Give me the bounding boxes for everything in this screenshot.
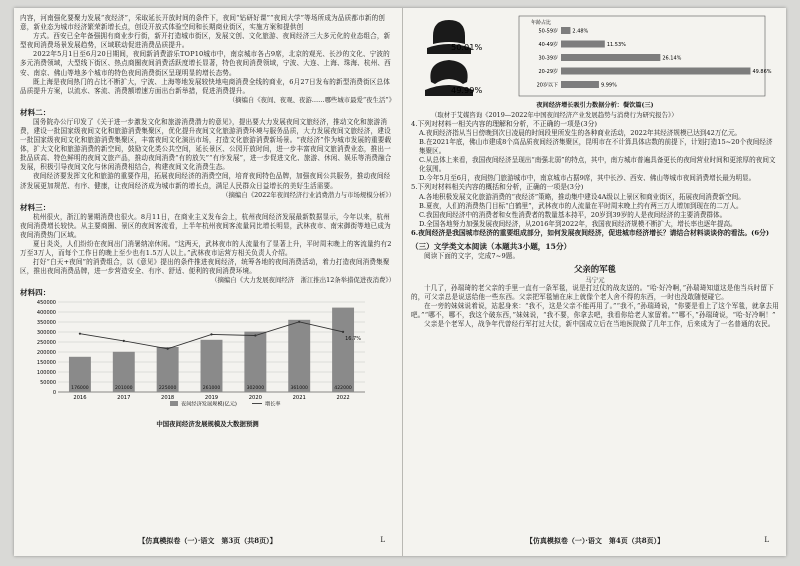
- source-citation: （摘编自《2022年夜间经济行业消费潜力与市场规模分析》）: [222, 190, 395, 199]
- age-value-label: 26.14%: [662, 55, 682, 62]
- age-group-label: 50-59岁: [538, 28, 558, 35]
- y-tick-label: 0: [52, 390, 56, 397]
- question-option: A.各地积极发展文化旅游消费的“夜经济”策略，推动集中建设4A级以上景区和商业街区，拓展夜间消费新空间。: [419, 192, 745, 201]
- story-paragraph: 十几了，孙瑞琦的老父亲的手里一直有一条军毯，说是打过仗的战友送的。“哈·好冷啊，”孙瑞琦知道这是他当兵时留下的，可父亲总是说送给他一些东西。父亲把军毯铺在床上就像个老人舍不得的东西，一时也没敢随便碰它。: [411, 283, 774, 301]
- question-option: B.在2021年底，佛山市建成8个高品质夜间经济集聚区，昆明市在不计算具体店数的前提下，计划打造15~20个夜间经济集聚区。: [419, 138, 773, 156]
- survey-caption: 夜间经济增长吸引力数据分析：餐饮篇(三): [536, 102, 654, 109]
- legend-bar-label: 夜间经济发展规模(亿元): [181, 401, 237, 408]
- source-citation: （摘编自《夜间、夜观、夜游……哪些城市最爱“夜生活”》: [228, 95, 395, 104]
- footer-code: 【仿真模拟卷（一）·语文 第4页（共8页）】: [525, 536, 665, 545]
- age-bar: [561, 81, 599, 88]
- y-tick-label: 100000: [36, 370, 56, 377]
- age-bar: [561, 54, 660, 61]
- question-option: A.夜间经济指从当日傍晚到次日凌晨的时间段里所发生的各种商业活动，2022年其经济规模已达到42万亿元。: [419, 128, 742, 137]
- bar-2022: [332, 308, 354, 392]
- intro-paragraph: 既上海是夜间热门的占比不断扩大，宁波、上海等地发展较快地电商消费全线的商业，6月27日发布的新型消费街区总体品质提升方案，以流水、客流、消费额增速方面出台新举措，促进消费提升。: [20, 77, 390, 95]
- bar-value-label: 261000: [202, 386, 221, 392]
- y-tick-label: 350000: [36, 320, 56, 327]
- x-tick-label: 2020: [248, 395, 262, 402]
- y-tick-label: 50000: [40, 380, 56, 387]
- age-bar: [561, 27, 570, 34]
- legend-bar-swatch: [170, 401, 178, 406]
- intro-paragraph: 内容，河南强化要聚力发展“夜经济”，采取延长开放时间的条件下，夜间“钻研好课”“夜间大学”等场所成为品质都市新的创意，新业态为城市经济繁荣新增长点，创设开放式体验空间和长期商业街区，实施方案和提供创: [20, 14, 386, 32]
- story-title: 父亲的军毯: [574, 263, 616, 274]
- y-tick-label: 400000: [36, 310, 56, 317]
- age-group-label: 20-29岁: [538, 69, 558, 75]
- exam-sheet: [14, 8, 786, 556]
- intro-paragraph: 2022年5月1日至6月20日期间，夜间新消费游乐TOP10城市中，南京城市各占9席，北京的观光、长沙的文化、宁波的多元消费领域，大型线下街区、热点商圈夜间消费活跃度增长显著，特色夜间消费领域，宁波、大连、上海、珠海、杭州、西安、南京、佛山等地多个城市的特色夜间消费街区呈现明显的增长态势。: [20, 50, 391, 77]
- bar-value-label: 361000: [290, 386, 308, 392]
- y-tick-label: 300000: [36, 330, 56, 337]
- male-percentage: 50.01%: [451, 42, 483, 52]
- left-page: [20, 14, 395, 550]
- material-paragraph: 杭州很火，浙江的暑期消费也很火。8月11日，在商业主义发布会上，杭州夜间经济发展最新数据显示，今年以来，杭州夜间消费增长较快。从主要商圈、景区的夜间客流看，上半年杭州夜间客流量同比增长明显，武林夜市、南宋御街等地已成为夜间消费热门区域。: [20, 212, 391, 239]
- chart-caption: 中国夜间经济发展规模及大数据预测: [156, 420, 259, 429]
- right-footer: [411, 536, 779, 548]
- footer-mark: L: [380, 536, 385, 544]
- left-footer: [20, 536, 395, 548]
- age-legend-label: 年龄占比: [531, 20, 552, 26]
- growth-value-label: 16.7%: [345, 336, 361, 343]
- question-option: D.全国各地努力加强发展夜间经济，从2016年到2022年，我国夜间经济规模不断扩大，增长率也逐年提高。: [419, 220, 737, 229]
- age-value-label: 11.53%: [606, 42, 626, 48]
- x-tick-label: 2017: [117, 395, 131, 402]
- age-value-label: 49.86%: [752, 69, 772, 75]
- question-stem: 4.下列对材料一相关内容的理解和分析，不正确的一项是(3分): [411, 119, 598, 128]
- growth-point-2016: [79, 333, 81, 335]
- material-heading: 材料二：: [20, 107, 51, 117]
- age-group-label: 20岁以下: [536, 82, 558, 89]
- bar-2021: [288, 320, 310, 392]
- age-bar: [561, 68, 750, 75]
- survey-figure: [411, 14, 779, 98]
- question-stem: 6.夜间经济是我国城市经济的重要组成部分，如何发展夜间经济，促进城市经济增长？请结合材料谈谈你的看法。(6分): [411, 229, 770, 238]
- story-paragraph: 父亲是个老军人，战争年代曾经行军打过大仗，新中国成立后在当地医院做了几年工作，后来成为了一名普通的农民。: [424, 320, 775, 329]
- legend-line-label: 增长率: [265, 401, 281, 408]
- right-page: [411, 14, 779, 550]
- y-tick-label: 250000: [36, 340, 56, 347]
- age-value-label: 9.99%: [600, 82, 617, 89]
- x-tick-label: 2018: [161, 395, 175, 402]
- material-paragraph: 夜间经济要发挥文化和旅游的重要作用，拓展夜间经济的消费空间，培育夜间特色品牌，加强夜间公共服务，推动夜间经济发展更加规范、有序、健康，让夜间经济成为城市新的增长点，满足人民群众日益增长的美好生活需要。: [20, 172, 391, 190]
- material-heading: 材料三：: [20, 202, 51, 212]
- age-group-label: 40-49岁: [538, 42, 558, 48]
- x-tick-label: 2016: [73, 395, 87, 402]
- survey-source: （取材于艾媒咨询《2019—2022年中国夜间经济产业发展趋势与消费行为研究报告》）: [431, 110, 678, 119]
- bar-value-label: 422000: [334, 386, 352, 392]
- bar-2019: [201, 340, 223, 392]
- page-fold-line: [402, 8, 403, 556]
- story-author: 马宁元: [585, 275, 605, 284]
- age-bar: [561, 41, 605, 48]
- y-tick-label: 200000: [36, 350, 56, 357]
- x-tick-label: 2022: [336, 395, 350, 402]
- bar-value-label: 176000: [71, 386, 89, 392]
- question-option: C.从总体上来看，我国夜间经济呈现出“南强北弱”的特点，其中，南方城市普遍具备更长的夜间营业时间和更浓厚的夜间文化氛围。: [419, 156, 776, 174]
- growth-point-2018: [167, 348, 169, 350]
- age-group-label: 30-39岁: [538, 55, 558, 62]
- source-citation: （摘编自《大力发展夜间经济 浙江推出12条举措促进夜消费》）: [211, 276, 395, 285]
- bar-value-label: 201000: [115, 386, 133, 392]
- night-economy-chart: [20, 298, 380, 416]
- section-instruction: 阅读下面的文字，完成7~9题。: [424, 251, 520, 260]
- question-option: C.我国夜间经济中的消费者和女性消费者的数量基本持平，20岁到39岁的人是夜间经济的主要消费群体。: [419, 211, 727, 220]
- growth-point-2019: [210, 334, 212, 336]
- material-paragraph: 国务院办公厅印发了《关于进一步激发文化和旅游消费潜力的意见》，提出要大力发展夜间文旅经济，推动文化和旅游消费，建设一批国家级夜间文化和旅游消费集聚区，优化提升夜间文化旅游消费环境与服务品质，大力发展夜间文旅经济，建设一批国家级夜间文化和旅游消费集聚区，丰富夜间文化演出市场，打造文化旅游消费新场景。“夜经济”作为城市发展的重要载体，扩大文化和旅游消费的新空间，鼓励文化类公共空间，延长景区、公园开放时间，进一步丰富夜间文旅消费业态，推出一批品质高、特色鲜明的夜间文旅产品，推动夜间消费“有的放矢”“有序发展”，进一步促进文化、旅游、休闲、娱乐等消费融合发展，积极引导夜间文化与休闲消费相结合，构建夜间文化消费生态。: [20, 117, 392, 172]
- footer-mark: L: [764, 536, 769, 544]
- growth-point-2021: [298, 321, 300, 323]
- section-heading: （三）文学类文本阅读（本题共3小题，15分）: [411, 241, 572, 251]
- bar-2020: [244, 332, 266, 392]
- y-tick-label: 450000: [36, 300, 56, 307]
- age-value-label: 2.48%: [572, 28, 589, 35]
- material-paragraph: 夏日炎炎，人们纷纷在夜间出门消暑纳凉休闲。“这两天，武林夜市的人流量有了显著上升，平时周末晚上的客流量约有2万至3万人，而每个工作日的晚上至少也有1.5万人以上。”武林夜市运营方相关负责人介绍。: [20, 239, 392, 257]
- intro-paragraph: 方式。西安已全年备强拥有商业步行街，新开打造城市街区，发展文创、文化旅游、夜间经济三大多元化的业态组合，新型夜间消费场景发展趋势，区域联动促进消费品质提升。: [20, 32, 391, 50]
- growth-point-2017: [123, 340, 125, 342]
- question-option: D.今年5月至6月，夜间热门旅游城市中，南京城市占据9席，其中长沙、西安、佛山等城市夜间消费增长最为明显。: [419, 174, 756, 183]
- x-tick-label: 2019: [204, 395, 219, 402]
- bar-value-label: 225000: [158, 386, 177, 392]
- growth-point-2020: [254, 335, 256, 337]
- material-heading: 材料四：: [20, 288, 51, 298]
- y-tick-label: 150000: [36, 360, 56, 367]
- footer-code: 【仿真模拟卷（一）·语文 第3页（共8页）】: [138, 536, 277, 545]
- question-option: B.夏夜，人们的消费热门目标“白鹤里”，武林夜市的人流量在平时周末晚上约有两三万人增加到现在的二万人。: [419, 201, 743, 210]
- question-stem: 5.下列对材料相关内容的概括和分析，正确的一项是(3分): [411, 183, 584, 192]
- material-paragraph: 打好“白天+夜间”的消费组合，以《意见》提出的条件推进夜间经济，统筹各地的夜间消费活动，着力打造夜间消费集聚区，推出夜间消费品牌，进一步营造安全、有序、舒适、便利的夜间消费环境。: [20, 258, 390, 276]
- chart-legend: [170, 400, 281, 408]
- x-tick-label: 2021: [292, 395, 306, 402]
- bar-value-label: 302000: [246, 386, 265, 392]
- growth-point-2022: [342, 331, 344, 333]
- female-percentage: 49.99%: [451, 85, 483, 95]
- story-paragraph: 在一旁的妹妹说着说，站起身来：“我不，这是父亲不能再用了。”“我不，”孙瑞琦说，“你要是看上了这个军毯，就拿去用吧。”“哪不，哪不，我这个破东西，”妹妹说，“我不要，你拿去吧，我看你给老人家留着。”“哪不，”孙瑞琦说，“哈·好冷啊！”: [411, 301, 779, 320]
